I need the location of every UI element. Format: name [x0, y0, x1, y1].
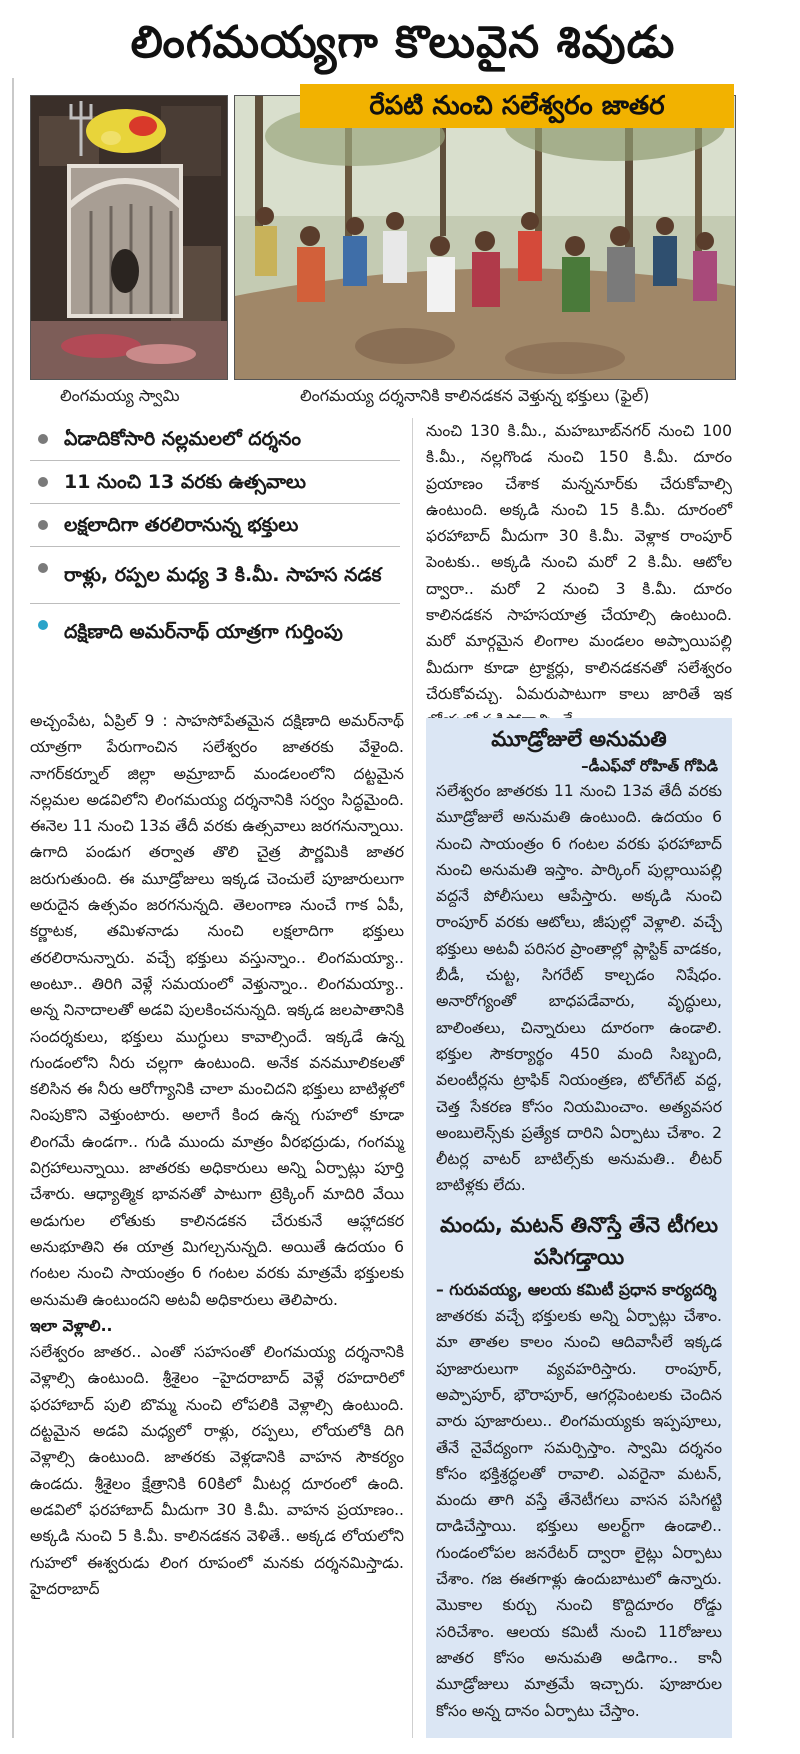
forest-crowd-illustration [235, 96, 735, 379]
box-title-2: మందు, మటన్‌ తినొస్తే తేనె టీగలు పసిగడ్తాయి [439, 1212, 719, 1269]
highlights-list [30, 418, 400, 660]
shrine-illustration [31, 96, 227, 379]
box-byline-2: – గురువయ్య, ఆలయ కమిటీ ప్రధాన కార్యదర్శి [436, 1280, 717, 1299]
shrine-photo [30, 95, 228, 380]
highlight-item [30, 547, 400, 604]
highlight-item [30, 418, 400, 461]
bullet-icon [38, 520, 48, 530]
caption-left: లింగమయ్య స్వామి [60, 386, 180, 405]
article-body-left [30, 708, 404, 1602]
paragraph: సలేశ్వరం జాతరకు 11 నుంచి 13వ తేదీ వరకు మూడ్రోజులే అనుమతి ఉంటుంది. ఉదయం 6 నుంచి సాయంత్రం 6 గంటల వరకు ఫరహాబాద్‌ నుంచి అనుమతి ఇస్తాం. పార్కింగ్‌ పుల్లాయిపల్లి వద్దనే పోలీసులు ఆపేస్తారు. అక్కడి నుంచి రాంపూర్‌ వరకు ఆటోలు, జీపుల్లో వెళ్లాలి. వచ్చే భక్తులు అటవీ పరిసర ప్రాంతాల్లో ప్లాస్టిక్‌ వాడకం, బీడీ, చుట్ట, సిగరేట్‌ కాల్చడం నిషేధం. అనారోగ్యంతో బాధపడేవారు, వృద్ధులు, బాలింతలు, చిన్నారులు దూరంగా ఉండాలి. భక్తుల సౌకర్యార్థం 450 మంది సిబ్బంది, వలంటీర్లను ట్రాఫిక్‌ నియంత్రణ, టోల్‌గేట్‌ వద్ద, చెత్త సేకరణ కోసం నియమించాం. అత్యవసర అంబులెన్స్‌కు ప్రత్యేక దారిని ఏర్పాటు చేశాం. 2 లీటర్ల వాటర్‌ బాటిల్స్‌కు అనుమతి.. లీటర్‌ బాటిళ్లకు లేదు. [436, 782, 722, 1195]
article-body-right [426, 418, 732, 734]
highlight-text: రాళ్లు, రప్పల మధ్య 3 కి.మీ. సాహస నడక [64, 564, 382, 586]
page-margin-rule [12, 78, 14, 1738]
highlight-text: 11 నుంచి 13 వరకు ఉత్సవాలు [64, 471, 306, 493]
bullet-icon [38, 477, 48, 487]
deck-banner: రేపటి నుంచి సలేశ్వరం జాతర [300, 84, 734, 128]
bullet-icon [38, 434, 48, 444]
bullet-icon [38, 620, 48, 630]
paragraph: జాతరకు వచ్చే భక్తులకు అన్ని ఏర్పాట్లు చేశాం. మా తాతల కాలం నుంచి ఆదివాసీలే ఇక్కడ పూజారులుగా వ్యవహరిస్తారు. రాంపూర్‌, అప్పాపూర్‌, భౌరాపూర్‌, ఆగర్లపెంటలకు చెందిన వారు పూజారులు.. లింగమయ్యకు ఇప్పపూలు, తేనే నైవేద్యంగా సమర్పిస్తాం. స్వామి దర్శనం కోసం భక్తిశ్రద్ధలతో రావాలి. ఎవరైనా మటన్‌, మందు తాగి వస్తే తేనెటీగలు వాసన పసిగట్టి దాడిచేస్తాయి. భక్తులు అలర్ట్‌గా ఉండాలి.. గుండంలోపల జనరేటర్‌ ద్వారా లైట్లు ఏర్పాటు చేశాం. గజ ఈతగాళ్లు ఉందుబాటులో ఉన్నారు. మొకాల కుర్చు నుంచి కొద్దిదూరం రోడ్డు సరిచేశాం. ఆలయ కమిటీ నుంచి 11రోజులు జాతర కోసం అనుమతి అడిగాం.. కానీ మూడ్రోజులు మాత్రమే ఇచ్చారు. పూజారుల కోసం అన్న దానం ఏర్పాటు చేస్తాం. [436, 1307, 722, 1720]
paragraph: అచ్చంపేట, ఏప్రిల్‌ 9 : సాహసోపేతమైన దక్షిణాది అమర్‌నాథ్‌ యాత్రగా పేరుగాంచిన సలేశ్వరం జాతరకు వేళైంది. నాగర్‌కర్నూల్‌ జిల్లా అమ్రాబాద్‌ మండలంలోని దట్టమైన నల్లమల అడవిలోని లింగమయ్య దర్శనానికి సర్వం సిద్ధమైంది. ఈనెల 11 నుంచి 13వ తేదీ వరకు ఉత్సవాలు జరగనున్నాయి. ఉగాది పండుగ తర్వాత తొలి చైత్ర పౌర్ణమికి జాతర జరుగుతుంది. ఈ మూడ్రోజులు ఇక్కడ చెంచులే పూజారులుగా అరుదైన ఉత్సవం జరగనున్నది. తెలంగాణ నుంచే గాక ఏపీ, కర్ణాటక, తమిళనాడు నుంచి లక్షలాదిగా భక్తులు తరలిరానున్నారు. వచ్చే భక్తులు వస్తున్నాం.. లింగమయ్యా.. అంటూ.. తిరిగి వెళ్లే సమయంలో వెళ్తున్నాం.. లింగమయ్యా.. అన్న నినాదాలతో అడవి పులకించనున్నది. ఇక్కడ జలపాతానికి సందర్శకులు, భక్తులు ముగ్ధులు కావాల్సిందే. ఇక్కడే ఉన్న గుండంలోని నీరు చల్లగా ఉంటుంది. అనేక వనమూలికలతో కలిసిన ఈ నీరు ఆరోగ్యానికి చాలా మంచిదని భక్తులు బాటిళ్లలో నింపుకొని వెళ్తుంటారు. అలాగే కింద ఉన్న గుహలో కూడా లింగమే ఉండగా.. గుడి ముందు మాత్రం వీరభద్రుడు, గంగమ్మ విగ్రహాలున్నాయి. జాతరకు అధికారులు అన్ని ఏర్పాట్లు పూర్తి చేశారు. ఆధ్యాత్మిక భావనతో పాటుగా ట్రెక్కింగ్‌ మాదిరి వేయి అడుగుల లోతుకు కాలినడకన చేరుకునే ఆహ్లాదకర అనుభూతిని ఈ యాత్ర మిగల్చనున్నది. అయితే ఉదయం 6 గంటల నుంచి సాయంత్రం 6 గంటల వరకు మాత్రమే భక్తులకు అనుమతి ఉంటుందని అటవీ అధికారులు తెలిపారు. [30, 712, 404, 1309]
paragraph: నుంచి 130 కి.మీ., మహబూబ్‌నగర్‌ నుంచి 100 కి.మీ., నల్లగొండ నుంచి 150 కి.మీ. దూరం ప్రయాణం చేశాక మన్ననూర్‌కు చేరుకోవాల్సి ఉంటుంది. అక్కడి నుంచి 15 కి.మీ. దూరంలో ఫరహాబాద్‌ మీదుగా 30 కి.మీ. వెళ్లాక రాంపూర్‌ పెంటకు.. అక్కడి నుంచి మరో 2 కి.మీ. ఆటోల ద్వారా.. మరో 2 నుంచి 3 కి.మీ. దూరం కాలినడకన సాహసయాత్ర చేయాల్సి ఉంటుంది. మరో మార్గమైన లింగాల మండలం అప్పాయిపల్లి మీదుగా కూడా ట్రాక్టర్లు, కాలినడకనతో సలేశ్వరం చేరుకోవచ్చు. ఏమరుపాటుగా కాలు జారితే ఇక [426, 422, 732, 703]
headline: లింగమయ్యగా కొలువైన శివుడు [130, 17, 676, 68]
highlight-text: లక్షలాదిగా తరలిరానున్న భక్తులు [64, 514, 299, 536]
bullet-icon [38, 563, 48, 573]
subheading: ఇలా వెళ్లాలి.. [30, 1316, 113, 1335]
info-box [426, 718, 732, 1738]
highlight-item [30, 604, 400, 660]
highlight-text: ఏడాదికోసారి నల్లమలలో దర్శనం [64, 428, 301, 450]
box-body-2 [426, 1303, 732, 1724]
box-body [426, 778, 732, 1199]
highlight-item [30, 504, 400, 547]
highlight-item [30, 461, 400, 504]
highlight-text: దక్షిణాది అమర్‌నాథ్‌ యాత్రగా గుర్తింపు [64, 621, 343, 643]
devotees-photo [234, 95, 736, 380]
column-divider [412, 418, 413, 1738]
paragraph: సలేశ్వరం జాతర.. ఎంతో సహసంతో లింగమయ్య దర్శనానికి వెళ్లాల్సి ఉంటుంది. శ్రీశైలం –హైదరాబాద్‌ వెళ్లే రహదారిలో ఫరహాబాద్‌ పులి బొమ్మ నుంచి లోపలికి వెళ్లాల్సి ఉంటుంది. దట్టమైన అడవి మధ్యలో రాళ్లు, రప్పలు, లోయలోకి దిగి వెళ్లాల్సి ఉంటుంది. జాతరకు వెళ్లడానికి వాహన సౌకర్యం ఉండదు. శ్రీశైలం క్షేత్రానికి 60కిలో మీటర్ల దూరంలో ఉంది. అడవిలో ఫరహాబాద్‌ మీదుగా 30 కి.మీ. వాహన ప్రయాణం.. అక్కడి నుంచి 5 కి.మీ. కాలినడకన వెళితే.. అక్కడ లోయలోని గుహలో ఈశ్వరుడు లింగ రూపంలో మనకు దర్శనమిస్తాడు. హైదరాబాద్‌ [30, 1343, 404, 1598]
caption-right: లింగమయ్య దర్శనానికి కాలినడకన వెళ్తున్న భక్తులు (ఫైల్) [300, 386, 650, 405]
box-byline: –డీఎఫ్‌వో రోహిత్‌ గోపిడి [581, 757, 718, 775]
box-title: మూడ్రోజులే అనుమతి [491, 727, 667, 751]
